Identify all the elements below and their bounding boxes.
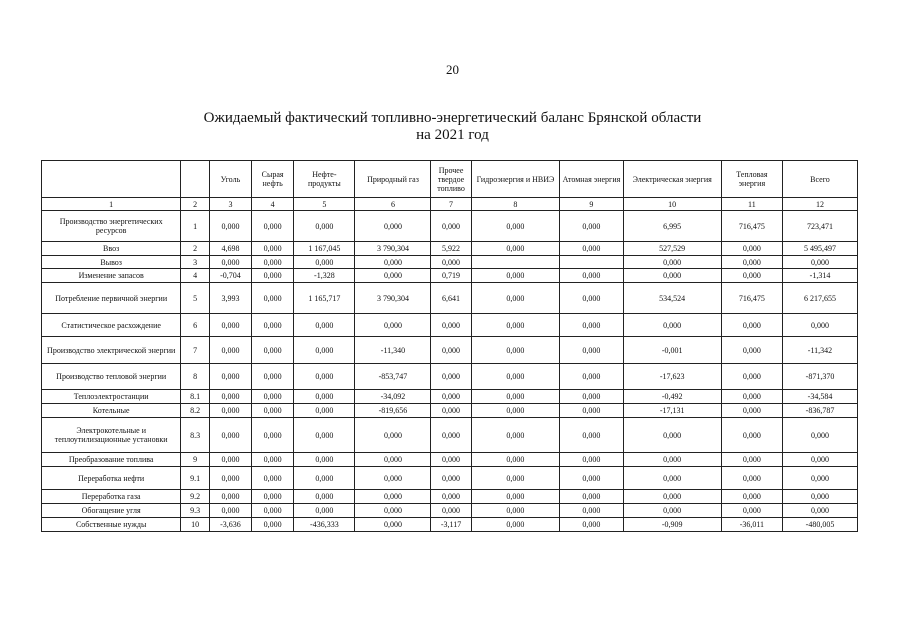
table-cell: 0,000 (782, 453, 857, 467)
table-cell: 1 167,045 (294, 242, 355, 256)
table-cell: 0,000 (294, 211, 355, 242)
table-cell: 0,000 (471, 364, 560, 390)
column-number: 2 (181, 198, 210, 211)
table-cell: 0,000 (623, 314, 721, 337)
table-row (42, 314, 858, 337)
table-cell: 0,000 (355, 256, 431, 269)
table-cell: 0,000 (209, 256, 251, 269)
table-cell: -853,747 (355, 364, 431, 390)
table-cell: 0,000 (252, 467, 294, 490)
table-head (42, 161, 858, 211)
table-cell: 0,000 (560, 314, 623, 337)
column-header: Сырая нефть (252, 161, 294, 198)
column-number: 7 (431, 198, 471, 211)
table-cell: 0,000 (252, 211, 294, 242)
column-header: Всего (782, 161, 857, 198)
table-cell: 0,000 (471, 418, 560, 453)
title-line-2: на 2021 год (416, 127, 489, 143)
table-cell: 0,000 (209, 314, 251, 337)
table-cell: 0,000 (782, 418, 857, 453)
column-number: 11 (721, 198, 782, 211)
table-cell: 3,993 (209, 283, 251, 314)
table-cell: 0,000 (252, 504, 294, 518)
table-cell: -0,001 (623, 337, 721, 364)
table-cell: 0,000 (721, 453, 782, 467)
row-code: 3 (181, 256, 210, 269)
table-cell: 716,475 (721, 211, 782, 242)
row-code: 9.3 (181, 504, 210, 518)
row-label: Обогащение угля (42, 504, 181, 518)
table-cell: 0,000 (209, 467, 251, 490)
table-cell: 0,000 (294, 364, 355, 390)
table-cell: 0,000 (431, 211, 471, 242)
table-cell: 0,000 (721, 418, 782, 453)
table-cell: 0,000 (431, 453, 471, 467)
table-cell: -480,005 (782, 518, 857, 532)
table-cell: 0,000 (431, 364, 471, 390)
table-cell: 0,000 (721, 390, 782, 404)
table-cell: 0,000 (471, 518, 560, 532)
table-cell: 6,995 (623, 211, 721, 242)
table-cell: 0,000 (294, 467, 355, 490)
table-cell: 0,000 (560, 453, 623, 467)
column-header: Электрическая энергия (623, 161, 721, 198)
table-cell: 0,000 (721, 364, 782, 390)
table-body (42, 211, 858, 532)
table-cell: 0,000 (721, 337, 782, 364)
column-header: Уголь (209, 161, 251, 198)
table-cell: 0,000 (252, 242, 294, 256)
row-label: Производство тепловой энергии (42, 364, 181, 390)
table-row (42, 418, 858, 453)
table-cell: 0,000 (252, 490, 294, 504)
table-cell: 0,000 (560, 418, 623, 453)
row-label: Производство электрической энергии (42, 337, 181, 364)
table-row (42, 283, 858, 314)
column-number: 3 (209, 198, 251, 211)
table-cell: 0,000 (623, 467, 721, 490)
column-number-row (42, 198, 858, 211)
header-row (42, 161, 858, 198)
table-cell: 0,000 (355, 504, 431, 518)
column-number: 8 (471, 198, 560, 211)
table-row (42, 453, 858, 467)
row-code: 10 (181, 518, 210, 532)
table-cell: 0,000 (721, 467, 782, 490)
table-cell: 0,000 (782, 256, 857, 269)
table-cell: 0,000 (252, 314, 294, 337)
table-cell: 0,000 (560, 283, 623, 314)
table-cell: -0,704 (209, 269, 251, 283)
table-cell: -11,342 (782, 337, 857, 364)
table-cell: 0,000 (294, 256, 355, 269)
table-cell: 0,000 (560, 390, 623, 404)
table-cell: -0,492 (623, 390, 721, 404)
table-cell: 0,000 (209, 404, 251, 418)
table-cell: 0,000 (471, 283, 560, 314)
table-cell: 0,000 (560, 404, 623, 418)
row-label: Теплоэлектростанции (42, 390, 181, 404)
table-cell: 0,000 (560, 337, 623, 364)
table-cell: 0,000 (431, 314, 471, 337)
row-code: 2 (181, 242, 210, 256)
table-cell: 0,000 (721, 404, 782, 418)
column-header: Тепловая энергия (721, 161, 782, 198)
table-cell: 0,000 (471, 453, 560, 467)
table-row (42, 364, 858, 390)
table-cell: 0,000 (209, 390, 251, 404)
table-cell: 0,000 (252, 390, 294, 404)
row-label: Изменение запасов (42, 269, 181, 283)
table-cell: 0,000 (252, 283, 294, 314)
table-cell: 0,000 (252, 518, 294, 532)
table-cell: 0,000 (355, 211, 431, 242)
table-cell: 0,000 (209, 504, 251, 518)
page-number: 20 (446, 62, 459, 77)
column-number: 12 (782, 198, 857, 211)
row-code: 8.3 (181, 418, 210, 453)
table-cell: 0,000 (294, 490, 355, 504)
column-header: Гидроэнергия и НВИЭ (471, 161, 560, 198)
table-cell: 716,475 (721, 283, 782, 314)
row-code: 8.2 (181, 404, 210, 418)
row-label: Котельные (42, 404, 181, 418)
table-cell: 0,000 (294, 504, 355, 518)
table-cell (560, 256, 623, 269)
row-code: 8.1 (181, 390, 210, 404)
table-cell: 0,000 (355, 453, 431, 467)
table-cell: 0,000 (471, 337, 560, 364)
table-cell: 0,000 (560, 242, 623, 256)
table-cell: 0,000 (252, 364, 294, 390)
table-cell: 0,000 (209, 337, 251, 364)
table-cell: -3,636 (209, 518, 251, 532)
table-cell: 0,000 (252, 418, 294, 453)
table-cell: 0,000 (294, 404, 355, 418)
table-cell: 0,000 (294, 453, 355, 467)
table-cell: 0,000 (294, 337, 355, 364)
column-number: 10 (623, 198, 721, 211)
table-cell: -871,370 (782, 364, 857, 390)
table-cell (471, 256, 560, 269)
table-cell: 0,000 (721, 504, 782, 518)
table-cell: 0,000 (252, 256, 294, 269)
table-cell: 0,000 (560, 467, 623, 490)
column-header (181, 161, 210, 198)
table-cell: -17,623 (623, 364, 721, 390)
row-label: Переработка газа (42, 490, 181, 504)
column-header: Прочее твердое топливо (431, 161, 471, 198)
table-cell: -819,656 (355, 404, 431, 418)
table-cell: 0,000 (471, 211, 560, 242)
table-cell: 0,000 (623, 504, 721, 518)
table-cell: 0,000 (560, 504, 623, 518)
table-row (42, 390, 858, 404)
table-cell: -34,092 (355, 390, 431, 404)
table-cell: 6,641 (431, 283, 471, 314)
table-cell: 0,000 (209, 364, 251, 390)
table-cell: 0,000 (560, 490, 623, 504)
column-header: Нефте- продукты (294, 161, 355, 198)
table-cell: 0,000 (355, 518, 431, 532)
table-cell: -36,011 (721, 518, 782, 532)
table-cell: 0,000 (560, 269, 623, 283)
table-cell: -836,787 (782, 404, 857, 418)
table-cell: 0,000 (471, 404, 560, 418)
row-code: 5 (181, 283, 210, 314)
table-row (42, 518, 858, 532)
table-cell: 0,000 (252, 453, 294, 467)
table-cell: 0,000 (294, 390, 355, 404)
table-cell: 0,000 (471, 314, 560, 337)
row-code: 6 (181, 314, 210, 337)
table-cell: 5 495,497 (782, 242, 857, 256)
table-row (42, 467, 858, 490)
energy-balance-table (41, 160, 858, 532)
row-label: Ввоз (42, 242, 181, 256)
table-cell: 0,000 (560, 518, 623, 532)
row-code: 1 (181, 211, 210, 242)
table-cell: 0,000 (209, 453, 251, 467)
table-cell: -34,584 (782, 390, 857, 404)
table-cell: 723,471 (782, 211, 857, 242)
table-cell: 0,000 (471, 390, 560, 404)
document-title (0, 110, 905, 144)
table-cell: -1,328 (294, 269, 355, 283)
table-cell: 534,524 (623, 283, 721, 314)
table-cell: 3 790,304 (355, 283, 431, 314)
table-cell: 0,000 (209, 490, 251, 504)
column-number: 4 (252, 198, 294, 211)
table-cell: 0,000 (471, 242, 560, 256)
table-cell: 0,000 (560, 364, 623, 390)
table-row (42, 504, 858, 518)
row-label: Собственные нужды (42, 518, 181, 532)
table-cell: 4,698 (209, 242, 251, 256)
table-cell: 0,000 (431, 490, 471, 504)
table-cell: -1,314 (782, 269, 857, 283)
row-label: Потребление первичной энергии (42, 283, 181, 314)
table-row (42, 404, 858, 418)
table-cell: 527,529 (623, 242, 721, 256)
table-cell: 0,000 (431, 418, 471, 453)
column-header: Атомная энергия (560, 161, 623, 198)
table-cell: -11,340 (355, 337, 431, 364)
table-cell: 0,000 (431, 504, 471, 518)
table-cell: 6 217,655 (782, 283, 857, 314)
table-row (42, 211, 858, 242)
table-row (42, 269, 858, 283)
table-cell: 0,000 (294, 314, 355, 337)
table-row (42, 242, 858, 256)
table-row (42, 256, 858, 269)
table-cell: 0,000 (252, 404, 294, 418)
table-row (42, 490, 858, 504)
row-code: 4 (181, 269, 210, 283)
table-cell: 0,000 (782, 490, 857, 504)
row-label: Преобразование топлива (42, 453, 181, 467)
table-cell: 0,000 (623, 418, 721, 453)
table-cell: 0,000 (209, 418, 251, 453)
column-header: Природный газ (355, 161, 431, 198)
table-cell: 0,000 (252, 269, 294, 283)
table-cell: 0,000 (471, 504, 560, 518)
row-code: 8 (181, 364, 210, 390)
row-label: Переработка нефти (42, 467, 181, 490)
table-cell: 0,000 (782, 314, 857, 337)
table-cell: 0,000 (431, 404, 471, 418)
title-line-1: Ожидаемый фактический топливно-энергетический баланс Брянской области (203, 110, 702, 126)
column-number: 5 (294, 198, 355, 211)
row-code: 9.1 (181, 467, 210, 490)
row-label: Статистическое расхождение (42, 314, 181, 337)
table-cell: 0,719 (431, 269, 471, 283)
column-number: 9 (560, 198, 623, 211)
column-number: 1 (42, 198, 181, 211)
row-label: Производство энергетических ресурсов (42, 211, 181, 242)
table-cell: 3 790,304 (355, 242, 431, 256)
table-cell: -17,131 (623, 404, 721, 418)
table-cell: 0,000 (355, 314, 431, 337)
table-cell: 0,000 (294, 418, 355, 453)
row-code: 7 (181, 337, 210, 364)
table-cell: 0,000 (560, 211, 623, 242)
row-code: 9 (181, 453, 210, 467)
table-cell: 0,000 (355, 269, 431, 283)
table-cell: 1 165,717 (294, 283, 355, 314)
table-cell: 0,000 (623, 490, 721, 504)
table-cell: 0,000 (431, 467, 471, 490)
table-cell: 0,000 (471, 490, 560, 504)
row-label: Вывоз (42, 256, 181, 269)
table-cell: 0,000 (471, 467, 560, 490)
table-cell: 0,000 (471, 269, 560, 283)
table-cell: 0,000 (782, 504, 857, 518)
table-cell: -436,333 (294, 518, 355, 532)
table-cell: 0,000 (252, 337, 294, 364)
table-cell: 0,000 (623, 453, 721, 467)
table-cell: 0,000 (623, 256, 721, 269)
table-cell: -3,117 (431, 518, 471, 532)
table-cell: -0,909 (623, 518, 721, 532)
table-row (42, 337, 858, 364)
table-cell: 0,000 (355, 490, 431, 504)
table-cell: 0,000 (721, 490, 782, 504)
table-cell: 0,000 (721, 314, 782, 337)
row-code: 9.2 (181, 490, 210, 504)
table-cell: 0,000 (721, 242, 782, 256)
table-cell: 0,000 (431, 256, 471, 269)
table-cell: 0,000 (623, 269, 721, 283)
table-cell: 0,000 (782, 467, 857, 490)
table-cell: 0,000 (721, 269, 782, 283)
table-cell: 0,000 (209, 211, 251, 242)
table-cell: 0,000 (431, 337, 471, 364)
column-header (42, 161, 181, 198)
table-cell: 0,000 (721, 256, 782, 269)
table-cell: 0,000 (431, 390, 471, 404)
table-cell: 0,000 (355, 467, 431, 490)
column-number: 6 (355, 198, 431, 211)
table-cell: 5,922 (431, 242, 471, 256)
row-label: Электрокотельные и теплоутилизационные установки (42, 418, 181, 453)
table-cell: 0,000 (355, 418, 431, 453)
